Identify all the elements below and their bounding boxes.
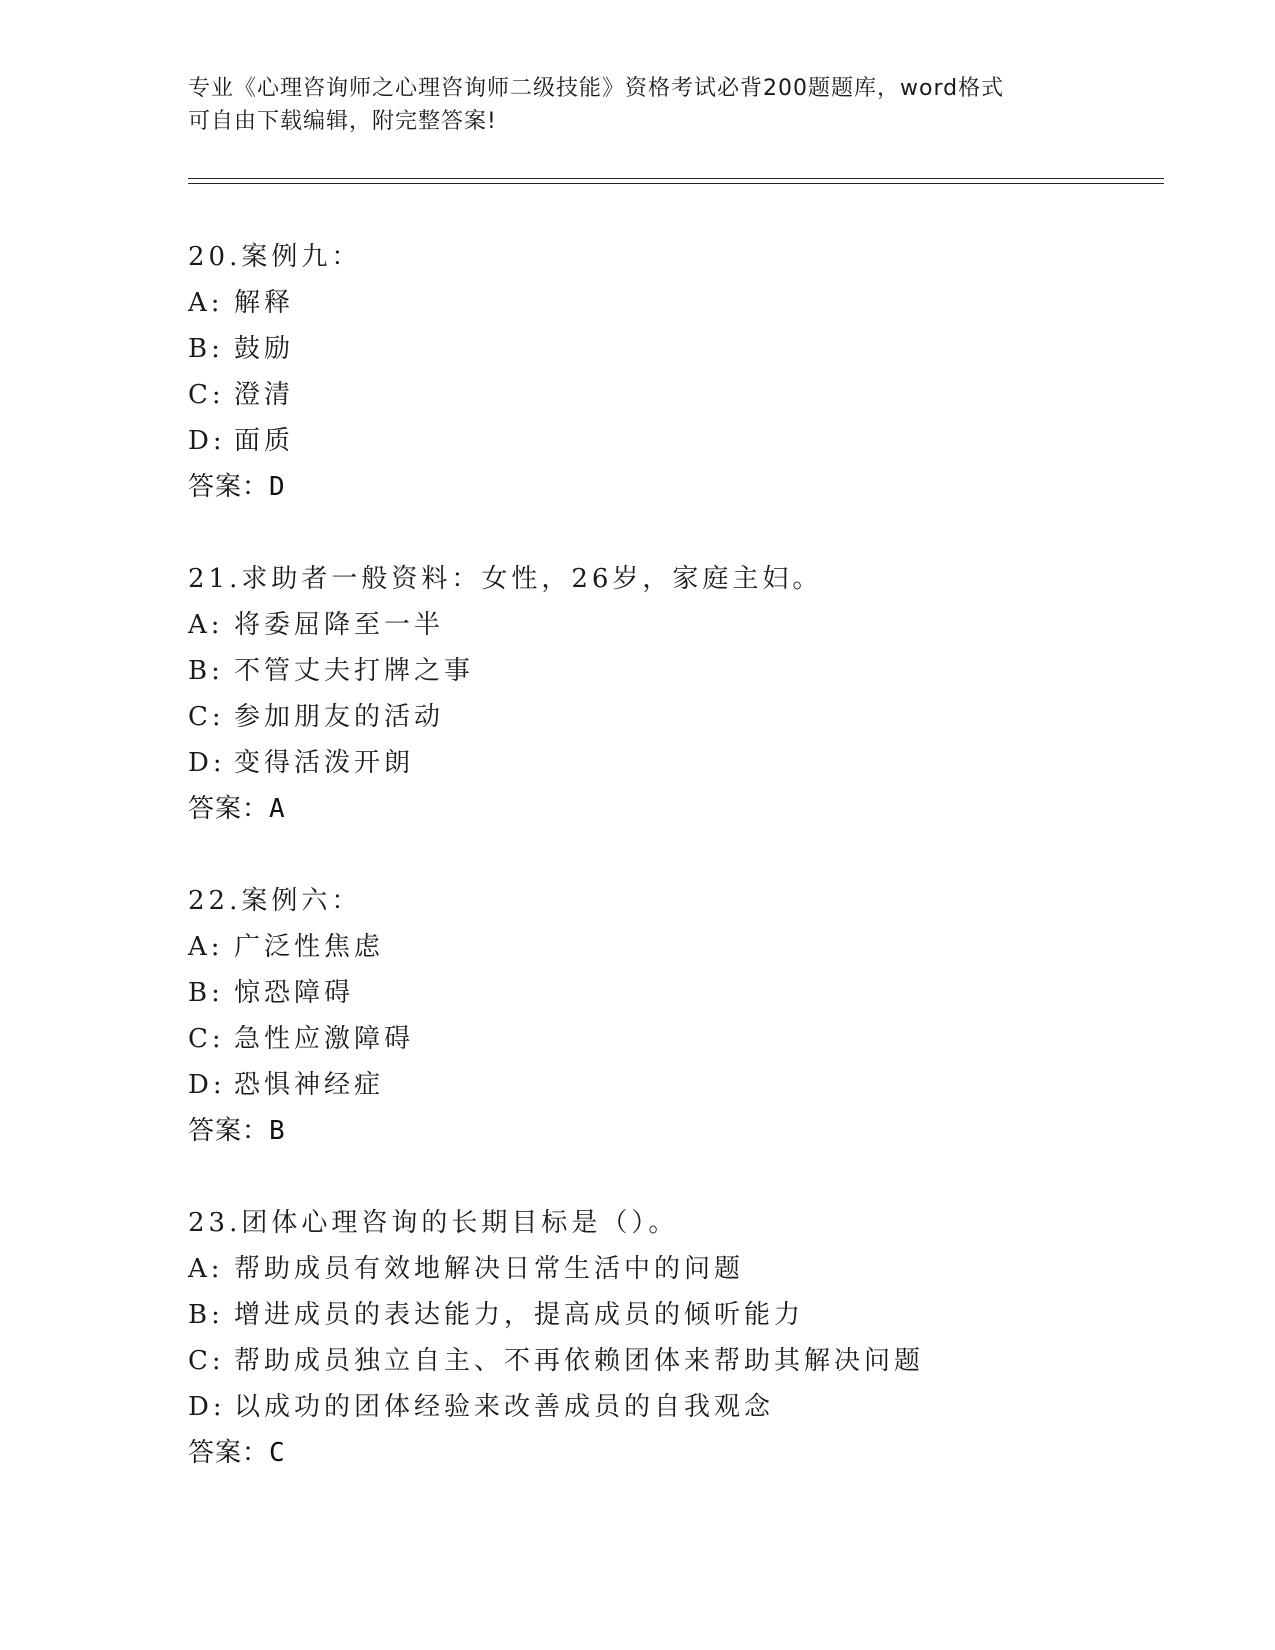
question-stem: 22.案例六： — [188, 886, 362, 916]
option-a — [188, 1246, 1168, 1292]
option-text: 面质 — [234, 426, 295, 456]
header-line-2: 可自由下载编辑，附完整答案! — [188, 109, 497, 134]
option-a — [188, 602, 1168, 648]
question-stem: 20.案例九： — [188, 242, 362, 272]
option-text: 增进成员的表达能力，提高成员的倾听能力 — [234, 1300, 805, 1330]
answer-line — [188, 1430, 1168, 1476]
option-a — [188, 280, 1168, 326]
option-text: 恐惧神经症 — [234, 1070, 385, 1100]
answer-label: 答案： — [188, 1438, 270, 1468]
option-text: 变得活泼开朗 — [234, 748, 415, 778]
option-a — [188, 924, 1168, 970]
question-22 — [188, 878, 1168, 1154]
option-c — [188, 372, 1168, 418]
header-divider-bottom — [188, 183, 1164, 184]
option-d — [188, 740, 1168, 786]
question-21 — [188, 556, 1168, 832]
option-text: 帮助成员有效地解决日常生活中的问题 — [234, 1254, 745, 1284]
answer-label: 答案： — [188, 1116, 270, 1146]
option-letter: A: — [188, 932, 224, 962]
option-text: 参加朋友的活动 — [234, 702, 445, 732]
option-text: 以成功的团体经验来改善成员的自我观念 — [234, 1392, 775, 1422]
option-letter: B: — [188, 1300, 224, 1330]
option-text: 将委屈降至一半 — [234, 610, 445, 640]
option-letter: C: — [188, 702, 225, 732]
option-d — [188, 1062, 1168, 1108]
option-text: 广泛性焦虑 — [234, 932, 385, 962]
option-text: 鼓励 — [234, 334, 295, 364]
document-header — [188, 72, 1088, 138]
option-c — [188, 1338, 1168, 1384]
option-b — [188, 970, 1168, 1016]
option-letter: B: — [188, 334, 224, 364]
option-letter: A: — [188, 288, 224, 318]
option-text: 帮助成员独立自主、不再依赖团体来帮助其解决问题 — [234, 1346, 925, 1376]
option-b — [188, 1292, 1168, 1338]
answer-line — [188, 786, 1168, 832]
option-text: 急性应激障碍 — [234, 1024, 415, 1054]
answer-value: D — [269, 472, 286, 502]
option-text: 惊恐障碍 — [234, 978, 355, 1008]
option-letter: A: — [188, 1254, 224, 1284]
option-text: 澄清 — [234, 380, 295, 410]
answer-value: C — [269, 1438, 286, 1468]
answer-value: A — [269, 794, 286, 824]
answer-value: B — [269, 1116, 286, 1146]
option-letter: B: — [188, 656, 224, 686]
option-letter: D: — [188, 426, 226, 456]
option-letter: D: — [188, 1070, 226, 1100]
option-c — [188, 694, 1168, 740]
answer-line — [188, 1108, 1168, 1154]
question-20 — [188, 234, 1168, 510]
option-c — [188, 1016, 1168, 1062]
option-d — [188, 418, 1168, 464]
question-stem: 23.团体心理咨询的长期目标是（）。 — [188, 1208, 679, 1238]
option-d — [188, 1384, 1168, 1430]
answer-label: 答案： — [188, 472, 270, 502]
option-letter: C: — [188, 380, 225, 410]
option-letter: B: — [188, 978, 224, 1008]
option-b — [188, 326, 1168, 372]
header-divider-top — [188, 178, 1164, 179]
option-letter: D: — [188, 748, 226, 778]
option-letter: C: — [188, 1024, 225, 1054]
option-letter: D: — [188, 1392, 226, 1422]
option-letter: C: — [188, 1346, 225, 1376]
answer-line — [188, 464, 1168, 510]
option-text: 解释 — [234, 288, 295, 318]
option-b — [188, 648, 1168, 694]
question-stem: 21.求助者一般资料：女性，26岁，家庭主妇。 — [188, 564, 823, 594]
option-letter: A: — [188, 610, 224, 640]
header-line-1: 专业《心理咨询师之心理咨询师二级技能》资格考试必背200题题库，word格式 — [188, 76, 1005, 101]
answer-label: 答案： — [188, 794, 270, 824]
question-23 — [188, 1200, 1168, 1476]
option-text: 不管丈夫打牌之事 — [234, 656, 475, 686]
